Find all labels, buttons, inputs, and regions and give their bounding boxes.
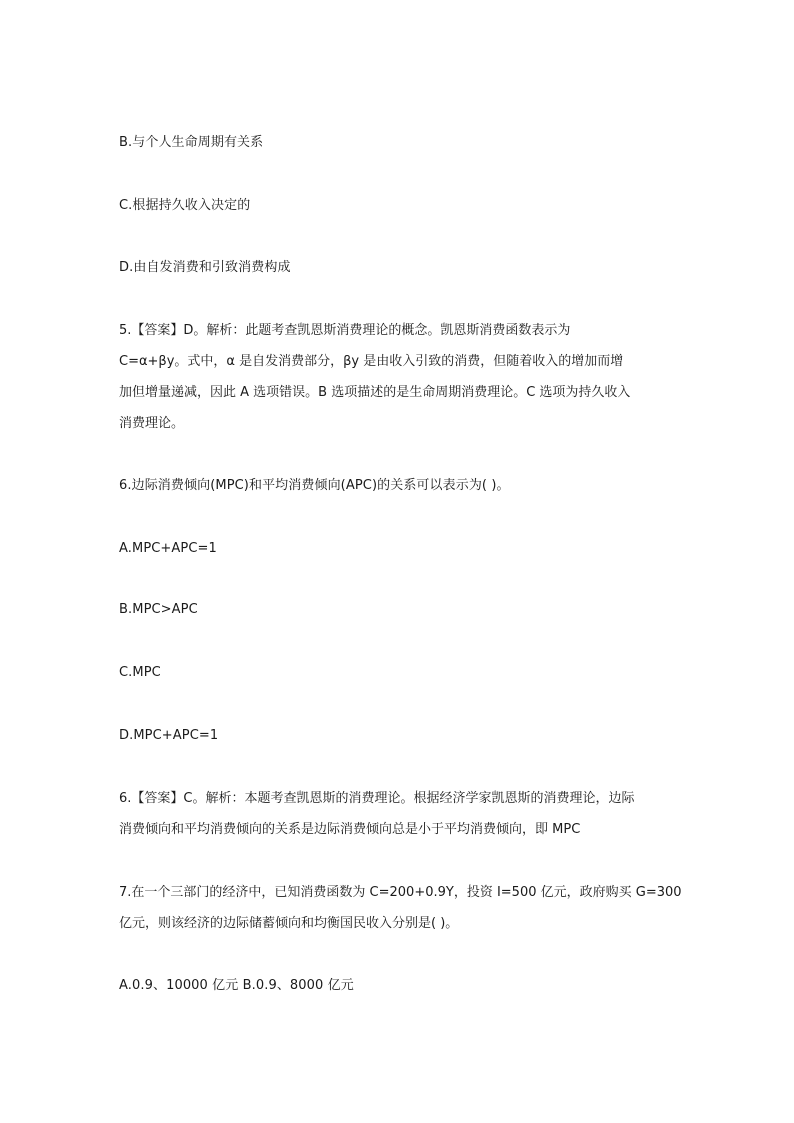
q4-option-b: B.与个人生命周期有关系 bbox=[119, 135, 264, 150]
q6-option-c: C.MPC bbox=[119, 665, 161, 680]
q4-option-d: D.由自发消费和引致消费构成 bbox=[119, 260, 291, 275]
q4-option-c: C.根据持久收入决定的 bbox=[119, 198, 251, 213]
answer-5-line: 加但增量递减，因此 A 选项错误。B 选项描述的是生命周期消费理论。C 选项为持久收入 bbox=[119, 385, 631, 400]
q7-stem-line: 亿元，则该经济的边际储蓄倾向和均衡国民收入分别是( )。 bbox=[119, 916, 459, 931]
q7-stem bbox=[119, 877, 682, 939]
q7-stem-line: 7.在一个三部门的经济中，已知消费函数为 C=200+0.9Y，投资 I=500 亿元，政府购买 G=300 bbox=[119, 885, 682, 900]
q7-options-ab: A.0.9、10000 亿元 B.0.9、8000 亿元 bbox=[119, 978, 354, 993]
answer-6-paragraph bbox=[119, 783, 679, 845]
answer-5-line: 消费理论。 bbox=[119, 416, 185, 431]
answer-6-line: 消费倾向和平均消费倾向的关系是边际消费倾向总是小于平均消费倾向，即 MPC bbox=[119, 822, 581, 837]
answer-5-paragraph bbox=[119, 315, 679, 439]
answer-5-line: C=α+βy。式中，α 是自发消费部分，βy 是由收入引致的消费，但随着收入的增加而增 bbox=[119, 354, 624, 369]
q6-stem: 6.边际消费倾向(MPC)和平均消费倾向(APC)的关系可以表示为( )。 bbox=[119, 478, 510, 493]
answer-6-line: 6.【答案】C。解析：本题考查凯恩斯的消费理论。根据经济学家凯恩斯的消费理论，边际 bbox=[119, 791, 635, 806]
q6-option-a: A.MPC+APC=1 bbox=[119, 541, 217, 556]
q6-option-d: D.MPC+APC=1 bbox=[119, 728, 219, 743]
q6-option-b: B.MPC>APC bbox=[119, 602, 198, 617]
answer-5-line: 5.【答案】D。解析：此题考查凯恩斯消费理论的概念。凯恩斯消费函数表示为 bbox=[119, 323, 571, 338]
